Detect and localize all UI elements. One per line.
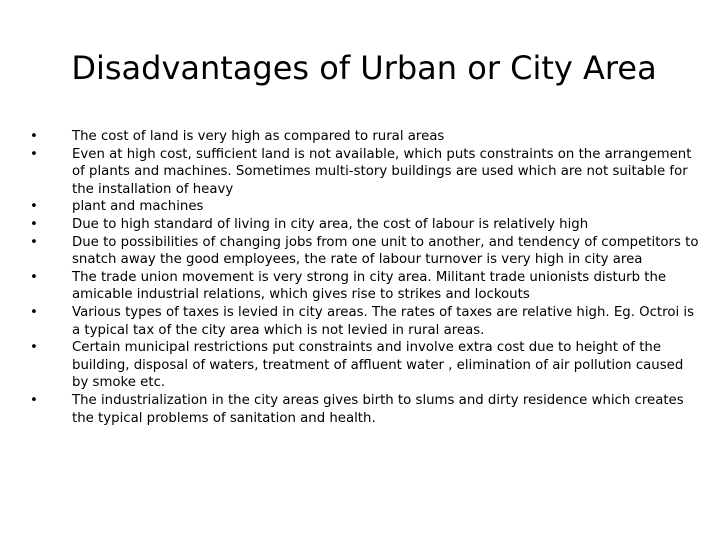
bullet-item: • Certain municipal restrictions put constraints and involve extra cost due to height of the building, disposal of waters, treatment of affluent water , elimination of air pollution caused by smoke etc. [30, 339, 702, 392]
bullet-item: • The cost of land is very high as compared to rural areas [30, 128, 702, 146]
bullet-item: • The industrialization in the city areas gives birth to slums and dirty residence which creates the typical problems of sanitation and health. [30, 392, 702, 427]
bullet-item: • Due to possibilities of changing jobs from one unit to another, and tendency of competitors to snatch away the good employees, the rate of labour turnover is very high in city area [30, 234, 702, 269]
bullet-list [30, 128, 702, 427]
bullet-item: • The trade union movement is very strong in city area. Militant trade unionists disturb the amicable industrial relations, which gives rise to strikes and lockouts [30, 269, 702, 304]
slide-title: Disadvantages of Urban or City Area [71, 49, 657, 87]
bullet-item: • Even at high cost, sufficient land is not available, which puts constraints on the arrangement of plants and machines. Sometimes multi-story buildings are used which are not suitable for the installation of heavy [30, 146, 702, 199]
bullet-item: • plant and machines [30, 198, 702, 216]
bullet-item: • Due to high standard of living in city area, the cost of labour is relatively high [30, 216, 702, 234]
bullet-item: • Various types of taxes is levied in city areas. The rates of taxes are relative high. Eg. Octroi is a typical tax of the city area which is not levied in rural areas. [30, 304, 702, 339]
